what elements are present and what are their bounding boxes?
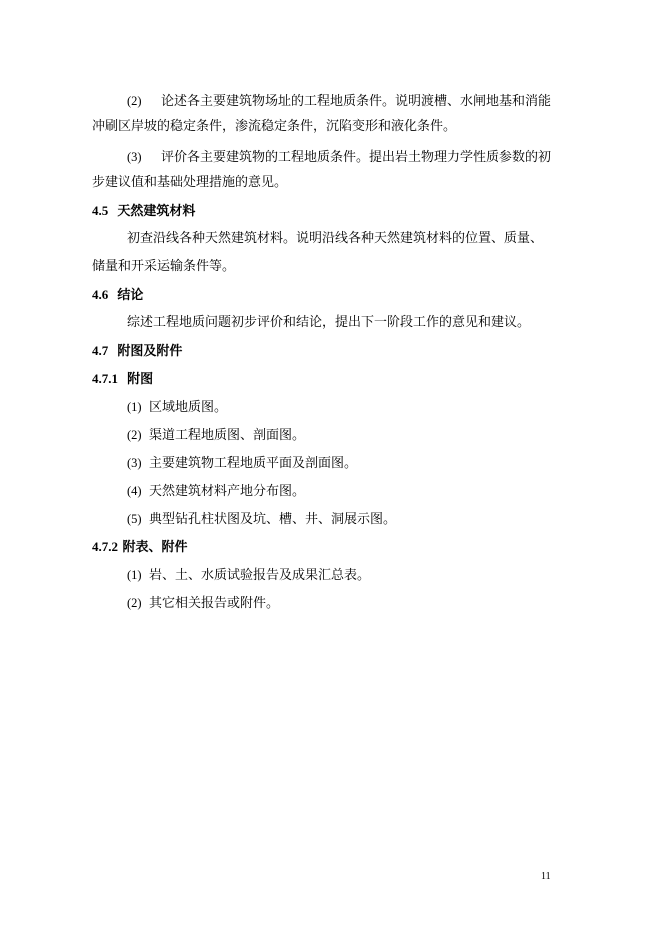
list-item (127, 594, 279, 613)
item-text: 其它相关报告或附件。 (149, 596, 280, 611)
item-number: (2) (127, 94, 142, 108)
paragraph: 综述工程地质问题初步评价和结论，提出下一阶段工作的意见和建议。 (127, 315, 531, 330)
section-heading-4-6: 4.6 结论 (92, 287, 144, 303)
list-item (127, 398, 227, 417)
item-text: 天然建筑材料产地分布图。 (149, 484, 306, 499)
item-number: (5) (127, 512, 142, 526)
item-text: 区域地质图。 (149, 400, 228, 415)
item-text: 岩、土、水质试验报告及成果汇总表。 (149, 568, 371, 583)
item-number: (1) (127, 400, 142, 414)
paragraph-continuation: 步建议值和基础处理措施的意见。 (92, 175, 288, 190)
item-number: (1) (127, 568, 142, 582)
item-text: 渠道工程地质图、剖面图。 (149, 428, 306, 443)
list-item (127, 148, 551, 167)
list-item (127, 426, 305, 445)
section-heading-4-7-1: 4.7.1 附图 (92, 371, 154, 387)
list-item (127, 566, 370, 585)
item-number: (3) (127, 150, 142, 164)
page-number: 11 (541, 871, 551, 882)
paragraph: 初查沿线各种天然建筑材料。说明沿线各种天然建筑材料的位置、质量、 (127, 231, 544, 246)
list-item (127, 482, 305, 501)
item-text: 典型钻孔柱状图及坑、槽、井、洞展示图。 (149, 512, 397, 527)
item-number: (3) (127, 456, 142, 470)
section-heading-4-7: 4.7 附图及附件 (92, 343, 183, 359)
item-text: 论述各主要建筑物场址的工程地质条件。说明渡槽、水闸地基和消能 (161, 94, 552, 109)
item-number: (4) (127, 484, 142, 498)
item-text: 评价各主要建筑物的工程地质条件。提出岩土物理力学性质参数的初 (161, 150, 552, 165)
list-item (127, 454, 357, 473)
paragraph-continuation: 储量和开采运输条件等。 (92, 259, 236, 274)
item-text: 主要建筑物工程地质平面及剖面图。 (149, 456, 358, 471)
section-heading-4-7-2: 4.7.2 附表、附件 (92, 539, 188, 555)
item-number: (2) (127, 428, 142, 442)
item-number: (2) (127, 596, 142, 610)
paragraph-continuation: 冲刷区岸坡的稳定条件，渗流稳定条件，沉陷变形和液化条件。 (92, 119, 457, 134)
list-item (127, 92, 551, 111)
list-item (127, 510, 396, 529)
section-heading-4-5: 4.5 天然建筑材料 (92, 203, 196, 219)
